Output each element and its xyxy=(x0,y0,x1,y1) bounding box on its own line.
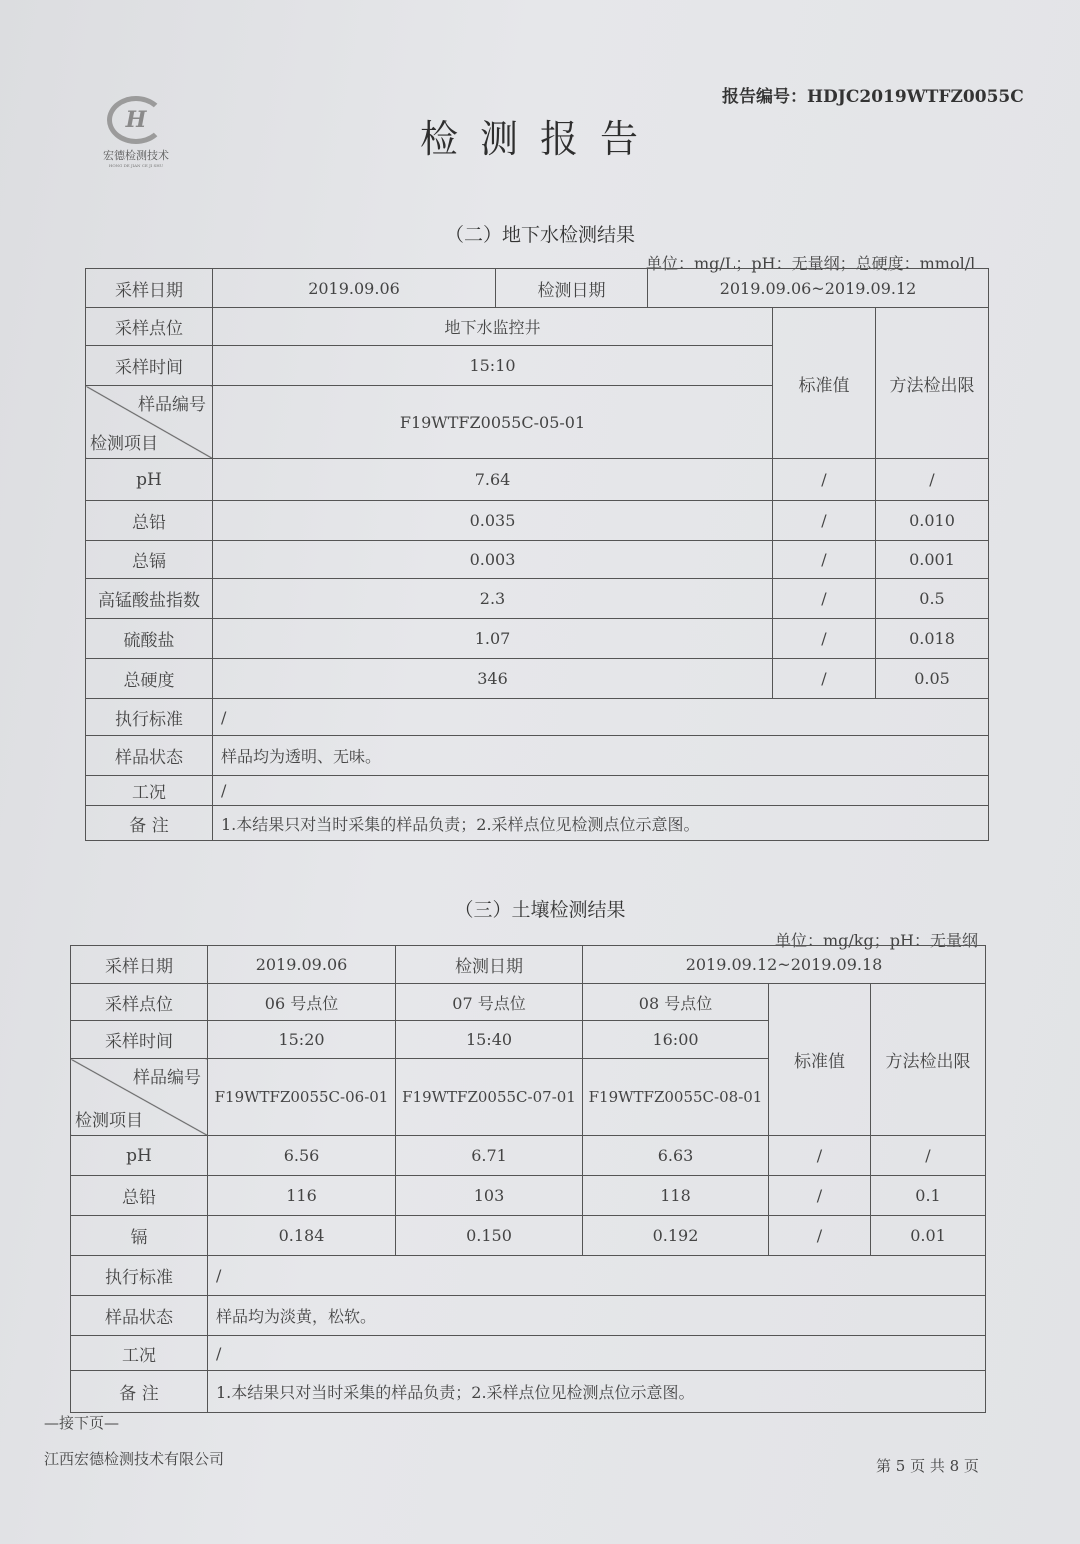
page-number: 第 5 页 共 8 页 xyxy=(876,1457,979,1475)
groundwater-table xyxy=(85,268,989,841)
standard-value: / xyxy=(769,1176,871,1216)
label-condition: 工况 xyxy=(71,1336,208,1371)
sample-no: F19WTFZ0055C-06-01 xyxy=(208,1059,396,1136)
exec-standard: / xyxy=(213,699,989,736)
sample-point: 06 号点位 xyxy=(208,984,396,1021)
sample-state: 样品均为透明、无味。 xyxy=(213,736,989,776)
condition: / xyxy=(208,1336,986,1371)
result-value: 0.035 xyxy=(213,501,773,541)
item-name: pH xyxy=(71,1136,208,1176)
note: 1.本结果只对当时采集的样品负责；2.采样点位见检测点位示意图。 xyxy=(213,806,989,841)
sample-state: 样品均为淡黄，松软。 xyxy=(208,1296,986,1336)
sample-time: 15:20 xyxy=(208,1021,396,1059)
result-value: 346 xyxy=(213,659,773,699)
result-value: 7.64 xyxy=(213,459,773,501)
soil-unit: 单位：mg/kg；pH：无量纲 xyxy=(775,931,978,950)
standard-value: / xyxy=(773,659,876,699)
company-name: 江西宏德检测技术有限公司 xyxy=(44,1450,225,1468)
label-sample-date: 采样日期 xyxy=(71,946,208,984)
label-sample-no: 样品编号 xyxy=(138,395,206,415)
detection-limit: 0.018 xyxy=(876,619,989,659)
report-number: 报告编号：HDJC2019WTFZ0055C xyxy=(722,87,1024,107)
label-exec: 执行标准 xyxy=(86,699,213,736)
sample-time: 15:40 xyxy=(396,1021,583,1059)
label-standard: 标准值 xyxy=(769,984,871,1136)
result-value: 2.3 xyxy=(213,579,773,619)
test-date: 2019.09.06~2019.09.12 xyxy=(648,269,989,308)
exec-standard: / xyxy=(208,1256,986,1296)
result-value: 1.07 xyxy=(213,619,773,659)
label-time: 采样时间 xyxy=(71,1021,208,1059)
item-name: 镉 xyxy=(71,1216,208,1256)
label-condition: 工况 xyxy=(86,776,213,806)
page-title: 检测报告 xyxy=(419,117,660,161)
item-name: 总硬度 xyxy=(86,659,213,699)
sample-point: 07 号点位 xyxy=(396,984,583,1021)
table-row xyxy=(86,619,989,659)
sample-date: 2019.09.06 xyxy=(208,946,396,984)
result-value: 103 xyxy=(396,1176,583,1216)
table-row xyxy=(86,541,989,579)
sample-date: 2019.09.06 xyxy=(213,269,496,308)
standard-value: / xyxy=(773,501,876,541)
detection-limit: 0.01 xyxy=(871,1216,986,1256)
item-name: 硫酸盐 xyxy=(86,619,213,659)
sample-time: 16:00 xyxy=(583,1021,769,1059)
standard-value: / xyxy=(769,1136,871,1176)
standard-value: / xyxy=(769,1216,871,1256)
result-value: 6.63 xyxy=(583,1136,769,1176)
label-point: 采样点位 xyxy=(86,308,213,346)
logo-mark: H xyxy=(107,96,165,144)
result-value: 116 xyxy=(208,1176,396,1216)
result-value: 0.150 xyxy=(396,1216,583,1256)
item-name: 总铅 xyxy=(86,501,213,541)
standard-value: / xyxy=(773,579,876,619)
label-state: 样品状态 xyxy=(71,1296,208,1336)
item-name: 高锰酸盐指数 xyxy=(86,579,213,619)
note: 1.本结果只对当时采集的样品负责；2.采样点位见检测点位示意图。 xyxy=(208,1371,986,1413)
test-date: 2019.09.12~2019.09.18 xyxy=(583,946,986,984)
label-limit: 方法检出限 xyxy=(871,984,986,1136)
soil-section-title: （三）土壤检测结果 xyxy=(454,899,626,921)
label-limit: 方法检出限 xyxy=(876,308,989,459)
table-row xyxy=(71,1216,986,1256)
label-item: 检测项目 xyxy=(90,434,158,454)
label-sample-no: 样品编号 xyxy=(133,1068,201,1088)
standard-value: / xyxy=(773,619,876,659)
diagonal-header-cell xyxy=(86,386,213,459)
label-state: 样品状态 xyxy=(86,736,213,776)
item-name: 总铅 xyxy=(71,1176,208,1216)
sample-time: 15:10 xyxy=(213,346,773,386)
detection-limit: / xyxy=(871,1136,986,1176)
detection-limit: 0.05 xyxy=(876,659,989,699)
standard-value: / xyxy=(773,541,876,579)
table-row xyxy=(71,1176,986,1216)
item-name: pH xyxy=(86,459,213,501)
table-row xyxy=(86,579,989,619)
label-test-date: 检测日期 xyxy=(496,269,648,308)
item-name: 总镉 xyxy=(86,541,213,579)
standard-value: / xyxy=(773,459,876,501)
logo-text: 宏德检测技术 xyxy=(103,149,169,162)
result-value: 0.184 xyxy=(208,1216,396,1256)
diagonal-header-cell xyxy=(71,1059,208,1136)
continue-note: —接下页— xyxy=(44,1414,120,1432)
detection-limit: 0.1 xyxy=(871,1176,986,1216)
sample-point: 08 号点位 xyxy=(583,984,769,1021)
label-note: 备 注 xyxy=(71,1371,208,1413)
label-time: 采样时间 xyxy=(86,346,213,386)
label-test-date: 检测日期 xyxy=(396,946,583,984)
sample-no: F19WTFZ0055C-05-01 xyxy=(213,386,773,459)
detection-limit: / xyxy=(876,459,989,501)
label-exec: 执行标准 xyxy=(71,1256,208,1296)
table-row xyxy=(86,459,989,501)
groundwater-unit: 单位：mg/L；pH：无量纲；总硬度：mmol/l xyxy=(646,254,976,273)
sample-no: F19WTFZ0055C-07-01 xyxy=(396,1059,583,1136)
label-point: 采样点位 xyxy=(71,984,208,1021)
result-value: 118 xyxy=(583,1176,769,1216)
sample-point: 地下水监控井 xyxy=(213,308,773,346)
detection-limit: 0.001 xyxy=(876,541,989,579)
condition: / xyxy=(213,776,989,806)
label-sample-date: 采样日期 xyxy=(86,269,213,308)
result-value: 6.71 xyxy=(396,1136,583,1176)
sample-no: F19WTFZ0055C-08-01 xyxy=(583,1059,769,1136)
table-row xyxy=(86,501,989,541)
detection-limit: 0.010 xyxy=(876,501,989,541)
result-value: 0.003 xyxy=(213,541,773,579)
groundwater-section-title: （二）地下水检测结果 xyxy=(444,224,635,246)
logo-subtext: HONG DE JIAN CE JI SHU xyxy=(108,163,164,168)
detection-limit: 0.5 xyxy=(876,579,989,619)
result-value: 0.192 xyxy=(583,1216,769,1256)
table-row xyxy=(86,659,989,699)
label-item: 检测项目 xyxy=(75,1111,143,1131)
label-standard: 标准值 xyxy=(773,308,876,459)
soil-table xyxy=(70,945,986,1413)
label-note: 备 注 xyxy=(86,806,213,841)
table-row xyxy=(71,1136,986,1176)
result-value: 6.56 xyxy=(208,1136,396,1176)
